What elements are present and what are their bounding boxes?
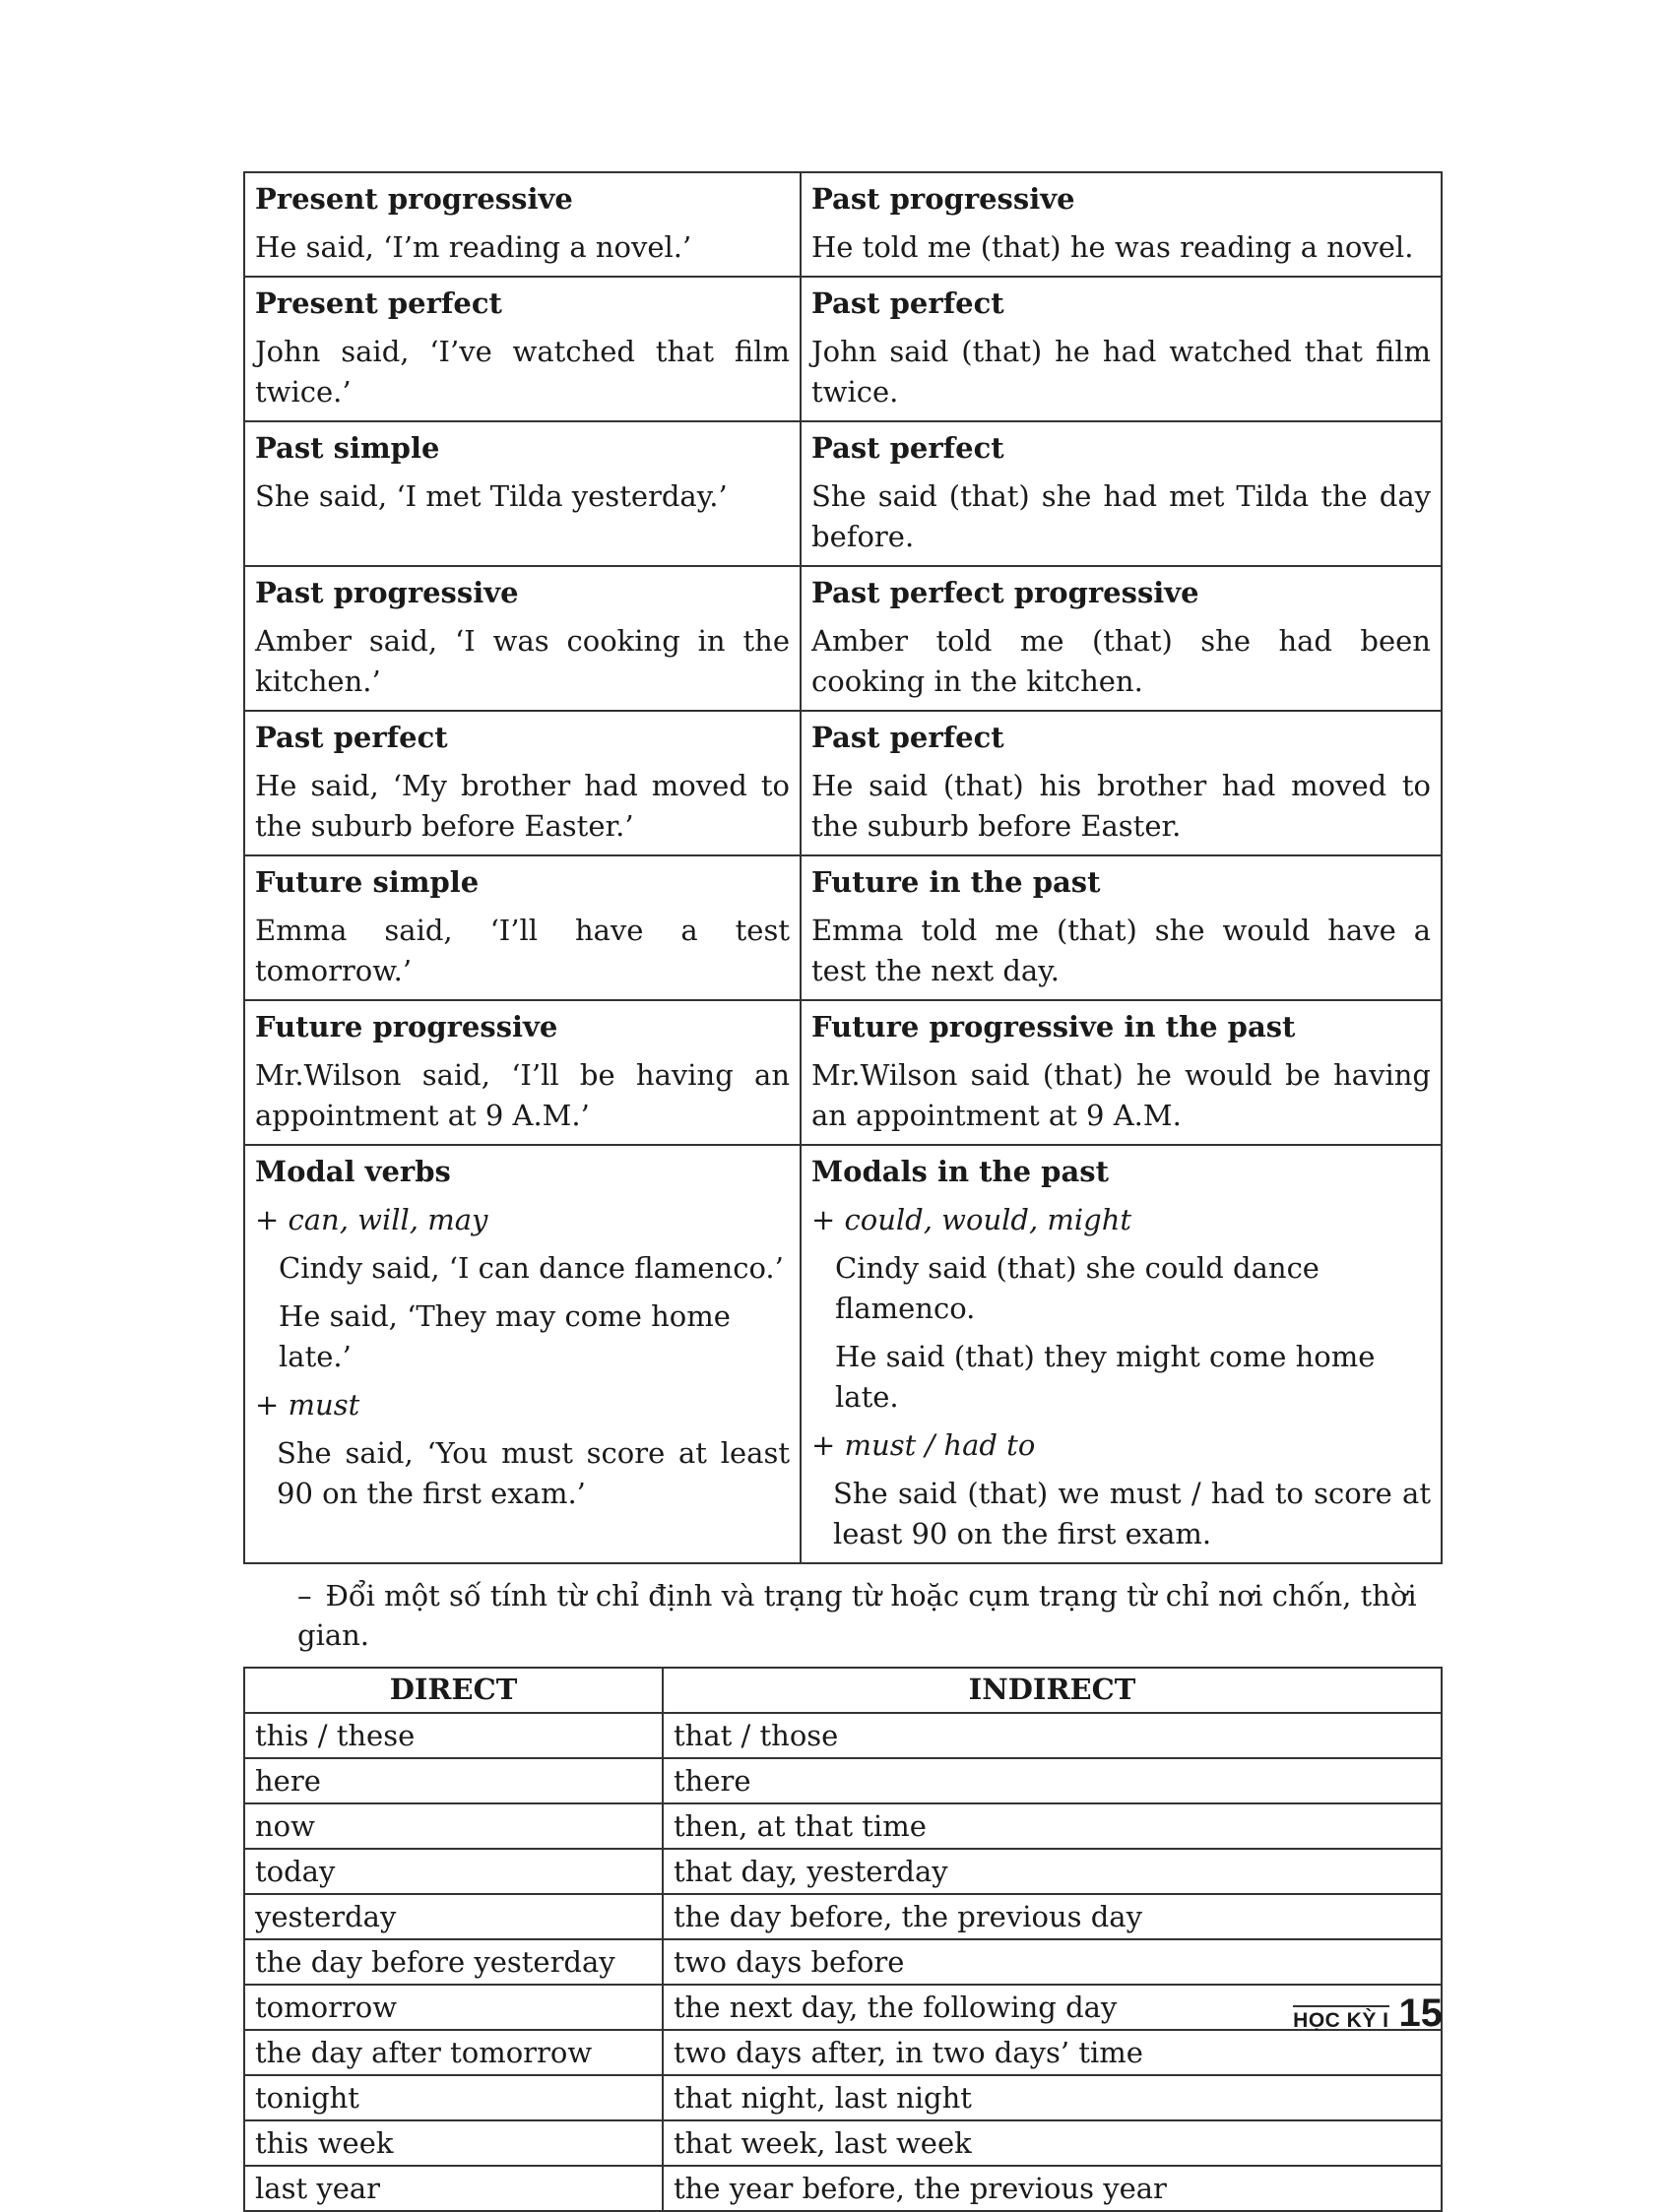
tense-title: Past perfect: [811, 286, 1004, 320]
indirect-example: Mr.Wilson said (that) he would be having an appointment at 9 A.M.: [811, 1058, 1431, 1132]
tense-title: Modals in the past: [811, 1155, 1109, 1188]
direct-cell: [244, 711, 801, 855]
tense-title: Past simple: [255, 431, 440, 465]
direct-example: John said, ‘I’ve watched that film twice.’: [255, 335, 790, 409]
indirect-cell: the year before, the previous year: [663, 2166, 1442, 2211]
table-row: [244, 1894, 1442, 1939]
indirect-cell: that night, last night: [663, 2075, 1442, 2120]
indirect-cell: [801, 1000, 1442, 1145]
tense-title: Modal verbs: [255, 1155, 451, 1188]
direct-cell: here: [244, 1758, 663, 1803]
note-text: Đổi một số tính từ chỉ định và trạng từ hoặc cụm trạng từ chỉ nơi chốn, thời gian.: [297, 1579, 1417, 1652]
table-row: [244, 2075, 1442, 2120]
direct-cell: [244, 566, 801, 711]
direct-cell: [244, 172, 801, 277]
direct-example: She said, ‘You must score at least 90 on the first exam.’: [277, 1436, 790, 1510]
indirect-cell: [801, 277, 1442, 421]
modal-group-label: + can, will, may: [255, 1203, 488, 1236]
table-header-row: [244, 1668, 1442, 1713]
indirect-cell: then, at that time: [663, 1803, 1442, 1849]
page-content: [243, 171, 1443, 2212]
indirect-example: Amber told me (that) she had been cooking in the kitchen.: [811, 624, 1431, 698]
table-row: [244, 1939, 1442, 1985]
tense-title: Future progressive: [255, 1010, 558, 1043]
direct-example: Mr.Wilson said, ‘I’ll be having an appointment at 9 A.M.’: [255, 1058, 790, 1132]
indirect-cell: [801, 855, 1442, 1000]
table-row: [244, 2120, 1442, 2166]
direct-example: He said, ‘They may come home late.’: [279, 1299, 731, 1373]
indirect-cell: two days after, in two days’ time: [663, 2030, 1442, 2075]
table-row-modals: [244, 1145, 1442, 1563]
direct-cell: yesterday: [244, 1894, 663, 1939]
indirect-example: He told me (that) he was reading a novel.: [811, 230, 1414, 264]
indirect-cell: that day, yesterday: [663, 1849, 1442, 1894]
tense-title: Present perfect: [255, 286, 502, 320]
indirect-cell: [801, 711, 1442, 855]
indirect-cell: [801, 421, 1442, 566]
table-row: [244, 2166, 1442, 2211]
indirect-example: Cindy said (that) she could dance flamenco.: [835, 1251, 1320, 1325]
direct-cell: tonight: [244, 2075, 663, 2120]
direct-cell: [244, 1000, 801, 1145]
page-footer: [1290, 1984, 1443, 2033]
table-row: [244, 2030, 1442, 2075]
modal-group-label: + could, would, might: [811, 1203, 1132, 1236]
indirect-cell: [801, 566, 1442, 711]
tense-title: Future progressive in the past: [811, 1010, 1296, 1043]
tense-title: Past perfect: [811, 721, 1004, 754]
tense-title: Present progressive: [255, 182, 573, 216]
column-header-direct: DIRECT: [244, 1668, 663, 1713]
direct-example: Cindy said, ‘I can dance flamenco.’: [279, 1251, 784, 1285]
direct-example: She said, ‘I met Tilda yesterday.’: [255, 479, 728, 513]
indirect-cell: two days before: [663, 1939, 1442, 1985]
tense-title: Future in the past: [811, 865, 1101, 899]
tense-conversion-table: [243, 171, 1443, 1564]
direct-example: Amber said, ‘I was cooking in the kitchen.’: [255, 624, 790, 698]
table-row: [244, 1985, 1442, 2030]
tense-title: Past perfect progressive: [811, 576, 1199, 609]
direct-example: Emma said, ‘I’ll have a test tomorrow.’: [255, 914, 790, 987]
direct-cell: the day after tomorrow: [244, 2030, 663, 2075]
table-row: [244, 1758, 1442, 1803]
page-number: 15: [1398, 1991, 1443, 2035]
direct-cell: [244, 277, 801, 421]
tense-title: Future simple: [255, 865, 480, 899]
table-row: [244, 855, 1442, 1000]
table-row: [244, 1803, 1442, 1849]
indirect-example: He said (that) they might come home late.: [835, 1340, 1376, 1414]
direct-cell: the day before yesterday: [244, 1939, 663, 1985]
indirect-cell: that week, last week: [663, 2120, 1442, 2166]
tense-title: Past progressive: [811, 182, 1075, 216]
indirect-example: John said (that) he had watched that film twice.: [811, 335, 1431, 409]
direct-cell: [244, 855, 801, 1000]
table-row: [244, 421, 1442, 566]
direct-cell: [244, 1145, 801, 1563]
modal-group-label: + must / had to: [811, 1428, 1036, 1462]
semester-label: HỌC KỲ I: [1293, 2005, 1388, 2033]
tense-title: Past progressive: [255, 576, 519, 609]
direct-cell: this / these: [244, 1713, 663, 1758]
table-row: [244, 1713, 1442, 1758]
indirect-example: She said (that) she had met Tilda the day before.: [811, 479, 1431, 553]
modal-group-label: + must: [255, 1388, 360, 1422]
table-row: [244, 711, 1442, 855]
indirect-cell: the day before, the previous day: [663, 1894, 1442, 1939]
indirect-example: She said (that) we must / had to score at least 90 on the first exam.: [833, 1477, 1431, 1550]
direct-cell: last year: [244, 2166, 663, 2211]
table-row: [244, 172, 1442, 277]
indirect-cell: there: [663, 1758, 1442, 1803]
indirect-example: He said (that) his brother had moved to the suburb before Easter.: [811, 769, 1431, 843]
indirect-cell: [801, 172, 1442, 277]
direct-cell: [244, 421, 801, 566]
indirect-cell: the next day, the following day: [663, 1985, 1442, 2030]
direct-example: He said, ‘I’m reading a novel.’: [255, 230, 692, 264]
indirect-cell: that / those: [663, 1713, 1442, 1758]
note-line: [243, 1564, 1443, 1667]
direct-cell: this week: [244, 2120, 663, 2166]
bullet-dash: –: [297, 1579, 312, 1612]
direct-cell: tomorrow: [244, 1985, 663, 2030]
table-row: [244, 277, 1442, 421]
direct-cell: today: [244, 1849, 663, 1894]
column-header-indirect: INDIRECT: [663, 1668, 1442, 1713]
table-row: [244, 1849, 1442, 1894]
direct-cell: now: [244, 1803, 663, 1849]
indirect-cell: [801, 1145, 1442, 1563]
tense-title: Past perfect: [255, 721, 448, 754]
direct-example: He said, ‘My brother had moved to the suburb before Easter.’: [255, 769, 790, 843]
tense-title: Past perfect: [811, 431, 1004, 465]
direct-indirect-table: [243, 1667, 1443, 2212]
table-row: [244, 566, 1442, 711]
table-row: [244, 1000, 1442, 1145]
indirect-example: Emma told me (that) she would have a test the next day.: [811, 914, 1431, 987]
